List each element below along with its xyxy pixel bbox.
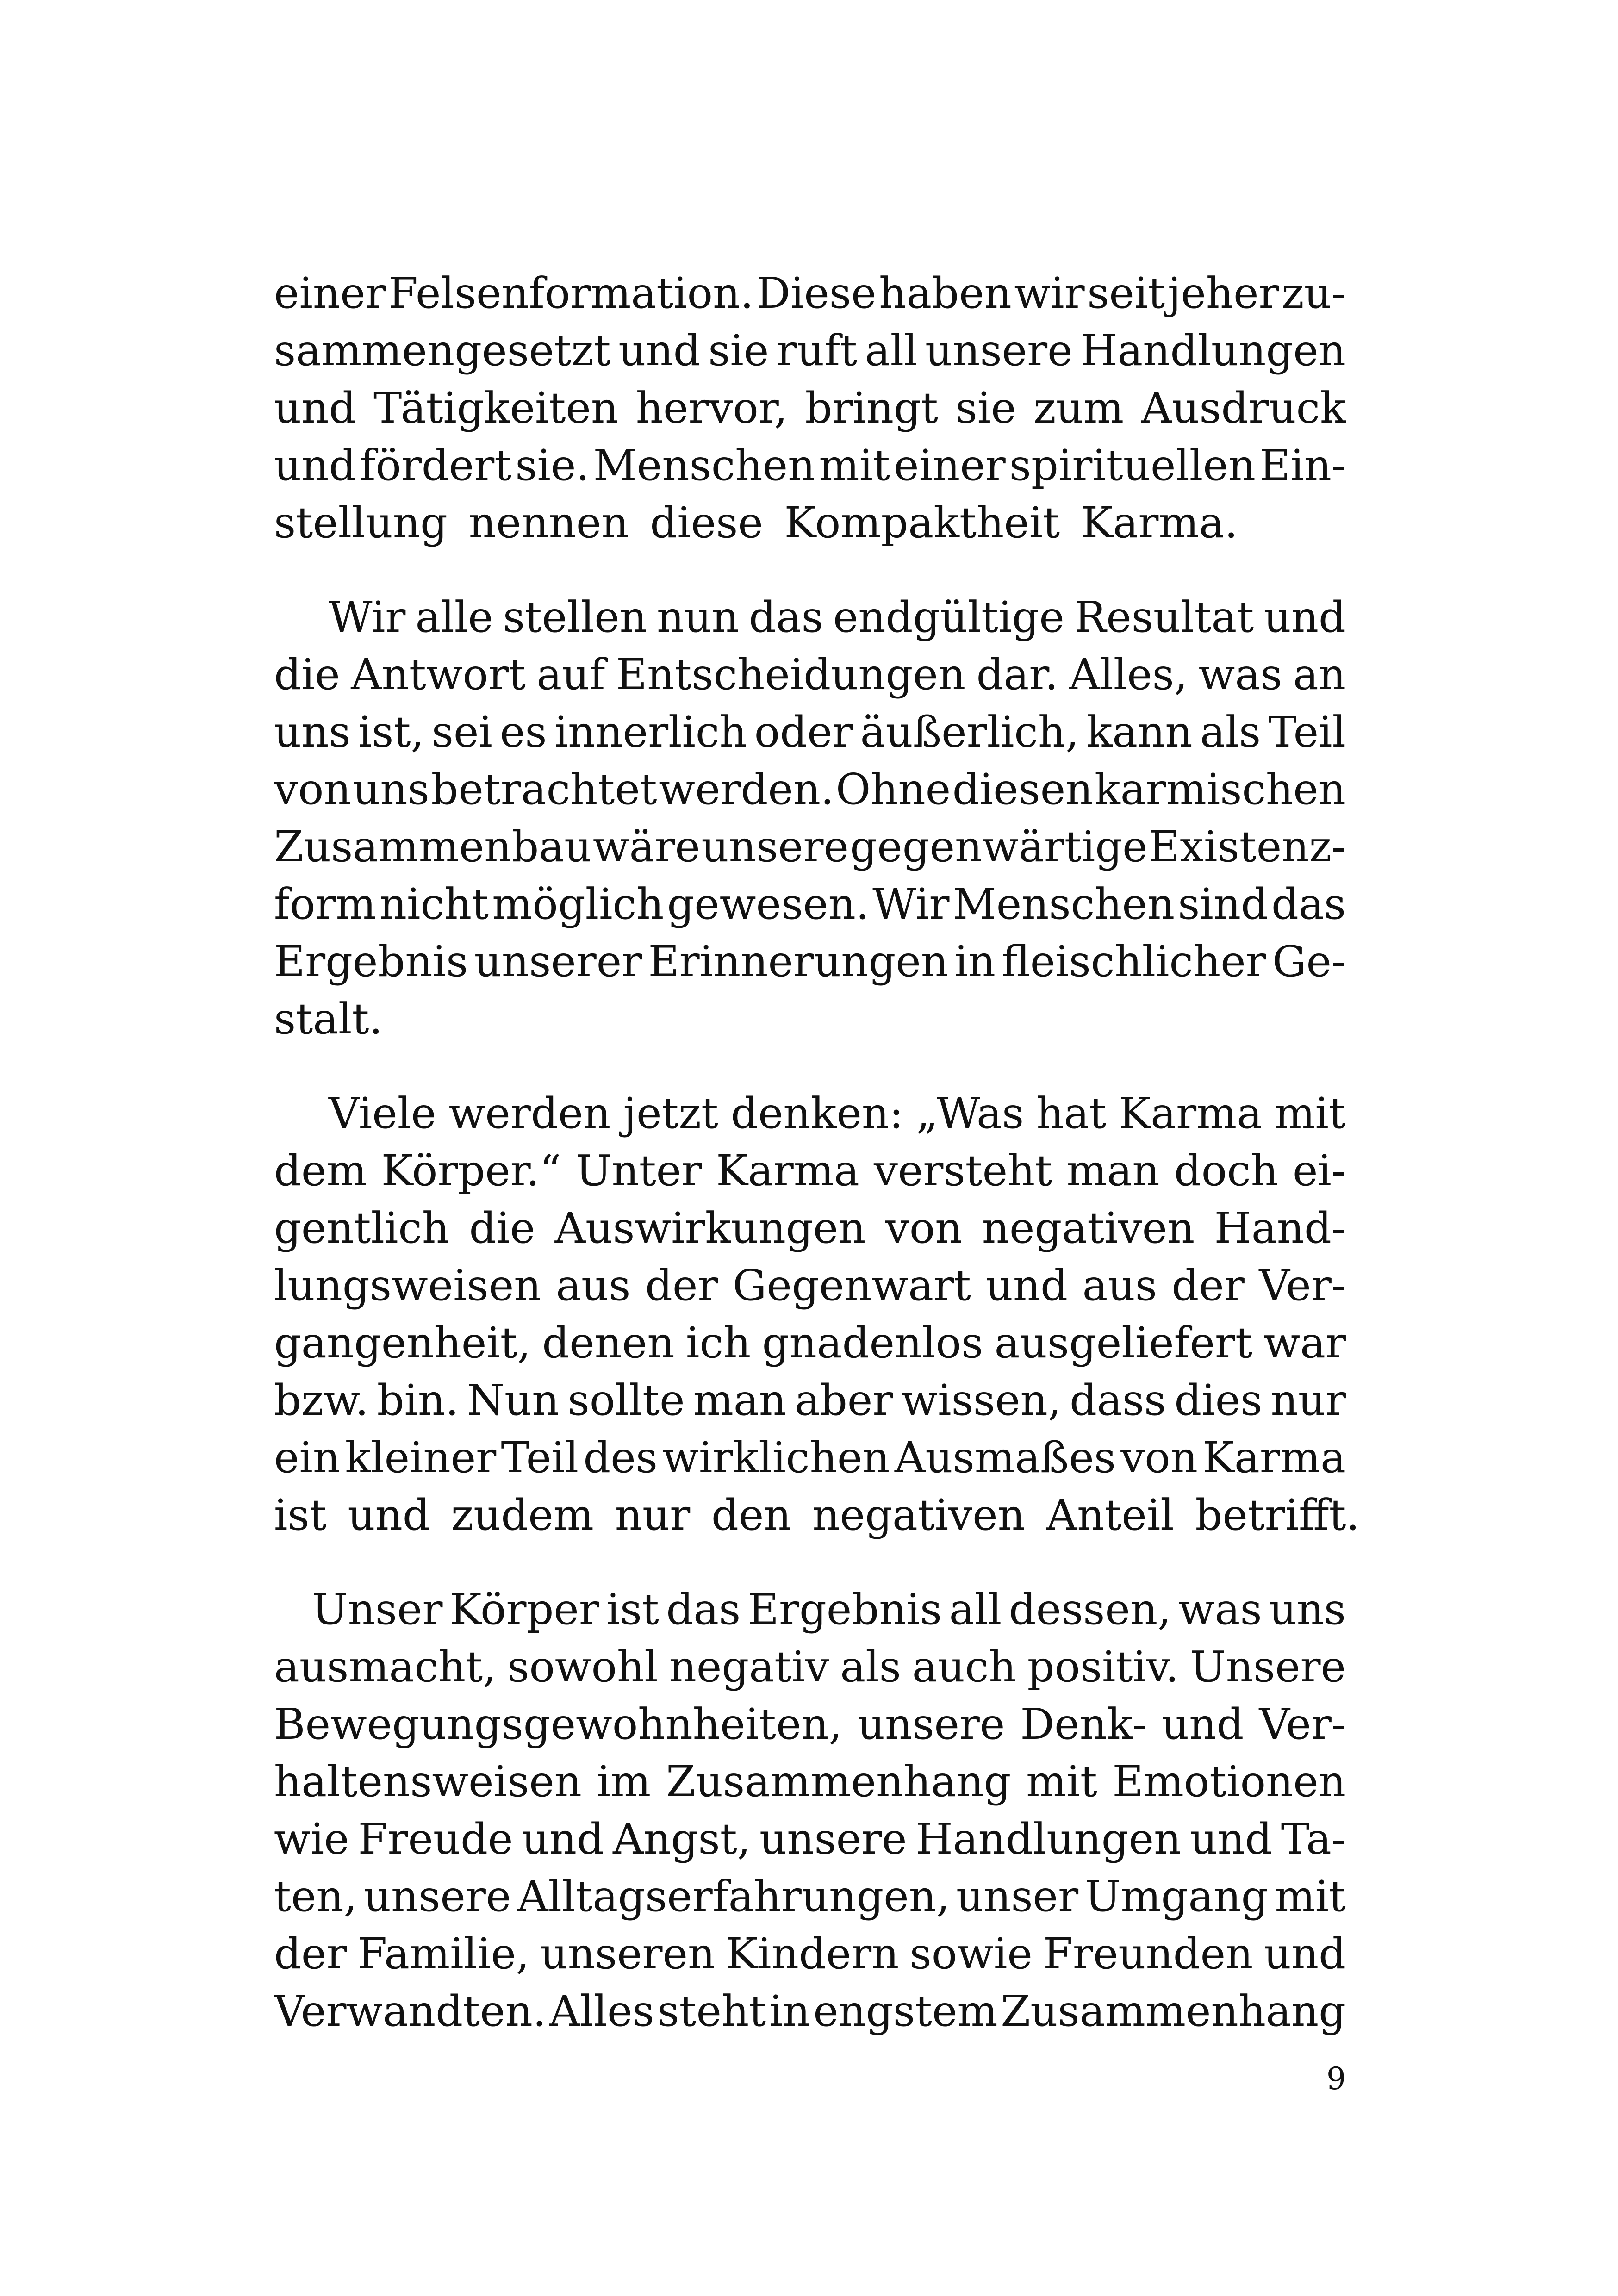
text-line: gangenheit, denen ich gnadenlos ausgeliefert war [274, 1318, 1346, 1368]
text-line: wie Freude und Angst, unsere Handlungen und Ta- [274, 1814, 1346, 1864]
text-line: haltensweisen im Zusammenhang mit Emotionen [274, 1757, 1346, 1806]
text-line: Viele werden jetzt denken: „Was hat Karma mit [329, 1089, 1346, 1138]
paragraph [274, 589, 1346, 1048]
text-line: stellung nennen diese Kompaktheit Karma. [274, 498, 1238, 548]
page-number: 9 [1326, 2061, 1346, 2097]
text-line: ausmacht, sowohl negativ als auch positiv. Unsere [274, 1642, 1346, 1692]
text-line: stalt. [274, 994, 383, 1044]
text-line: ist und zudem nur den negativen Anteil betrifft. [274, 1490, 1360, 1540]
text-line: Unser Körper ist das Ergebnis all dessen, was uns [312, 1585, 1346, 1634]
text-line: form nicht möglich gewesen. Wir Menschen sind das [274, 879, 1346, 929]
text-line: ten, unsere Alltagserfahrungen, unser Umgang mit [274, 1872, 1346, 1921]
text-line: dem Körper.“ Unter Karma versteht man doch ei- [274, 1146, 1346, 1195]
text-line: einer Felsenformation. Diese haben wir seit jeher zu- [274, 268, 1346, 318]
text-line: ein kleiner Teil des wirklichen Ausmaßes von Karma [274, 1433, 1346, 1482]
text-line: von uns betrachtet werden. Ohne diesen karmischen [274, 765, 1346, 814]
text-line: gentlich die Auswirkungen von negativen Hand- [274, 1203, 1346, 1253]
text-line: Wir alle stellen nun das endgültige Resultat und [329, 592, 1346, 642]
text-line: bzw. bin. Nun sollte man aber wissen, dass dies nur [274, 1375, 1346, 1425]
paragraph [274, 1085, 1360, 1544]
text-line: lungsweisen aus der Gegenwart und aus der Ver- [274, 1261, 1346, 1310]
text-line: sammengesetzt und sie ruft all unsere Handlungen [274, 326, 1346, 375]
paragraph [274, 265, 1346, 552]
text-line: und fördert sie. Menschen mit einer spirituellen Ein- [274, 441, 1346, 490]
text-line: und Tätigkeiten hervor, bringt sie zum Ausdruck [274, 383, 1346, 433]
text-line: uns ist, sei es innerlich oder äußerlich, kann als Teil [274, 707, 1346, 757]
text-line: Bewegungsgewohnheiten, unsere Denk- und Ver- [274, 1699, 1346, 1749]
text-line: Verwandten. Alles steht in engstem Zusammenhang [274, 1986, 1346, 2036]
text-line: Ergebnis unserer Erinnerungen in fleischlicher Ge- [274, 937, 1346, 986]
body-text [274, 265, 1360, 2077]
paragraph [274, 1581, 1346, 2040]
text-line: Zusammenbau wäre unsere gegenwärtige Existenz- [274, 822, 1346, 871]
text-line: die Antwort auf Entscheidungen dar. Alles, was an [274, 650, 1346, 699]
text-line: der Familie, unseren Kindern sowie Freunden und [274, 1929, 1346, 1979]
